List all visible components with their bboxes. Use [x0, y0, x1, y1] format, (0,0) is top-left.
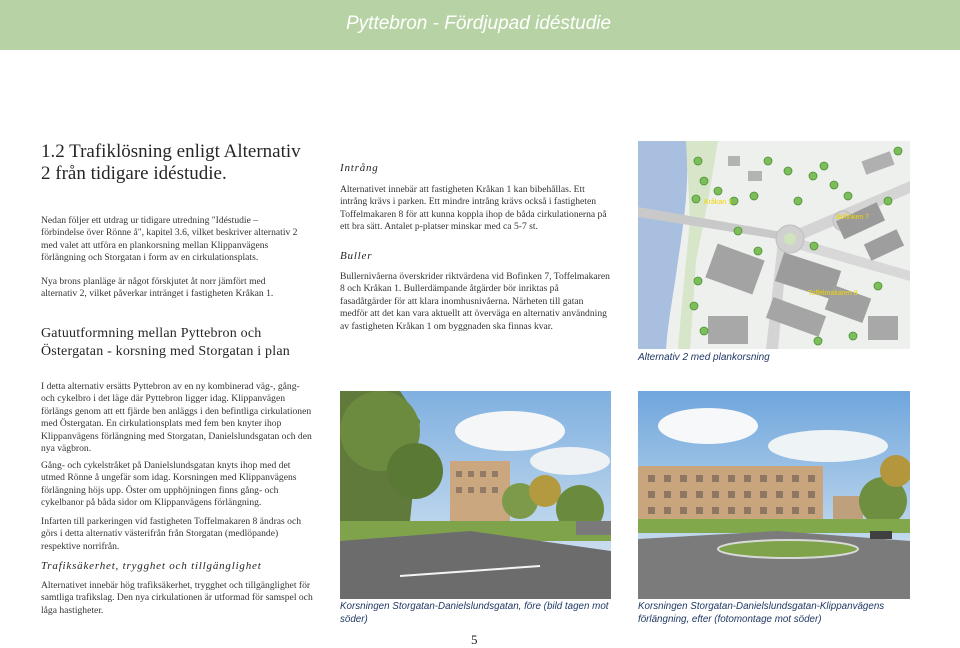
street-paragraph-1: I detta alternativ ersätts Pyttebron av en ny kombinerad väg-, gång- och cykelbro i det läge där Pyttebron ligger idag. Klippanvägen förlängs genom att ett fjärde ben anläggs i den befintliga cirkulationen med Östergatan. En cirkulationsplats med fem ben knyter ihop Klippanvägens förlängning med Storgatan, Danielslundsgatan och den nya vägbron.: [41, 381, 312, 455]
street-paragraph-2: Gång- och cykelstråket på Danielslundsgatan knyts ihop med det utmed Rönne å ungefär som idag. Korsningen med Klippanvägens förlängning höjs upp. Öster om upphöjningen finns gång- och cykelbanor på båda sidor om Klippanvägens förlängning.: [41, 460, 297, 509]
site-plan-map: [638, 141, 910, 349]
map-label-bofinken: Bofinken 7: [836, 214, 870, 221]
intrang-paragraph: Alternativet innebär att fastigheten Kråkan 1 kan bibehållas. Ett intrång krävs i parken. Ett mindre intrång krävs också i fastigheten Toffelmakaren 8 för att kunna koppla ihop de båda cirkulationerna på ett bra sätt. Antalet p-platser minskar med ca 5-7 st.: [340, 184, 607, 233]
street-design-heading: Gatuutformning mellan Pyttebron och Östergatan - korsning med Storgatan i plan: [41, 326, 290, 359]
buller-paragraph: Bullernivåerna överskrider riktvärdena vid Bofinken 7, Toffelmakaren 8 och Kråkan 1. Bullerdämpande åtgärder bör inriktas på fasadåtgärder för att klara inomhusnivåerna. Närheten till gatan medför att det kan vara aktuellt att överväga en alternativ användning av fastigheten Kråkan 1 om byggnaden ska finnas kvar.: [340, 271, 610, 332]
page-number: 5: [471, 632, 478, 647]
photo-after-illustration: [638, 391, 910, 599]
intro-paragraph-1: Nedan följer ett utdrag ur tidigare utredning "Idéstudie – förbindelse över Rönne å", kapitel 3.6, vilket beskriver alternativ 2 med valet att utföra en plankorsning mellan Klippanvägens förlängning och Storgatan i form av en cirkulationsplats.: [41, 215, 298, 264]
map-caption: Alternativ 2 med plankorsning: [638, 352, 770, 363]
site-plan-illustration: [638, 141, 910, 349]
photo-after: [638, 391, 910, 599]
photo-before-caption: Korsningen Storgatan-Danielslundsgatan, före (bild tagen mot söder): [340, 601, 609, 625]
intro-paragraph-2: Nya brons planläge är något förskjutet åt norr jämfört med alternativ 2, vilket påverkar intränget i fastigheten Kråkan 1.: [41, 276, 274, 300]
photo-before: [340, 391, 611, 599]
document-title: Pyttebron - Fördjupad idéstudie: [346, 13, 612, 34]
intrang-heading: Intrång: [340, 162, 379, 174]
map-label-kraken: Kråkan 1: [704, 199, 733, 206]
photo-before-illustration: [340, 391, 611, 599]
buller-heading: Buller: [340, 250, 373, 262]
map-label-toffelmakaren: Toffelmakaren 8: [808, 290, 858, 297]
safety-heading: Trafiksäkerhet, trygghet och tillgänglighet: [41, 560, 262, 572]
header-banner: [0, 0, 960, 50]
photo-after-caption: Korsningen Storgatan-Danielslundsgatan-Klippanvägens förlängning, efter (fotomontage mot söder): [638, 601, 885, 625]
street-paragraph-3: Infarten till parkeringen vid fastigheten Toffelmakaren 8 ändras och görs i detta alternativ västerifrån från Storgatan (medlöpande) respektive norrifrån.: [41, 516, 302, 552]
section-heading: 1.2 Trafiklösning enligt Alternativ 2 från tidigare idéstudie.: [41, 141, 301, 184]
safety-paragraph: Alternativet innebär hög trafiksäkerhet, trygghet och tillgänglighet för samtliga trafikslag. Den nya cirkulationen är utformad för samspel och låga hastigheter.: [41, 580, 313, 616]
